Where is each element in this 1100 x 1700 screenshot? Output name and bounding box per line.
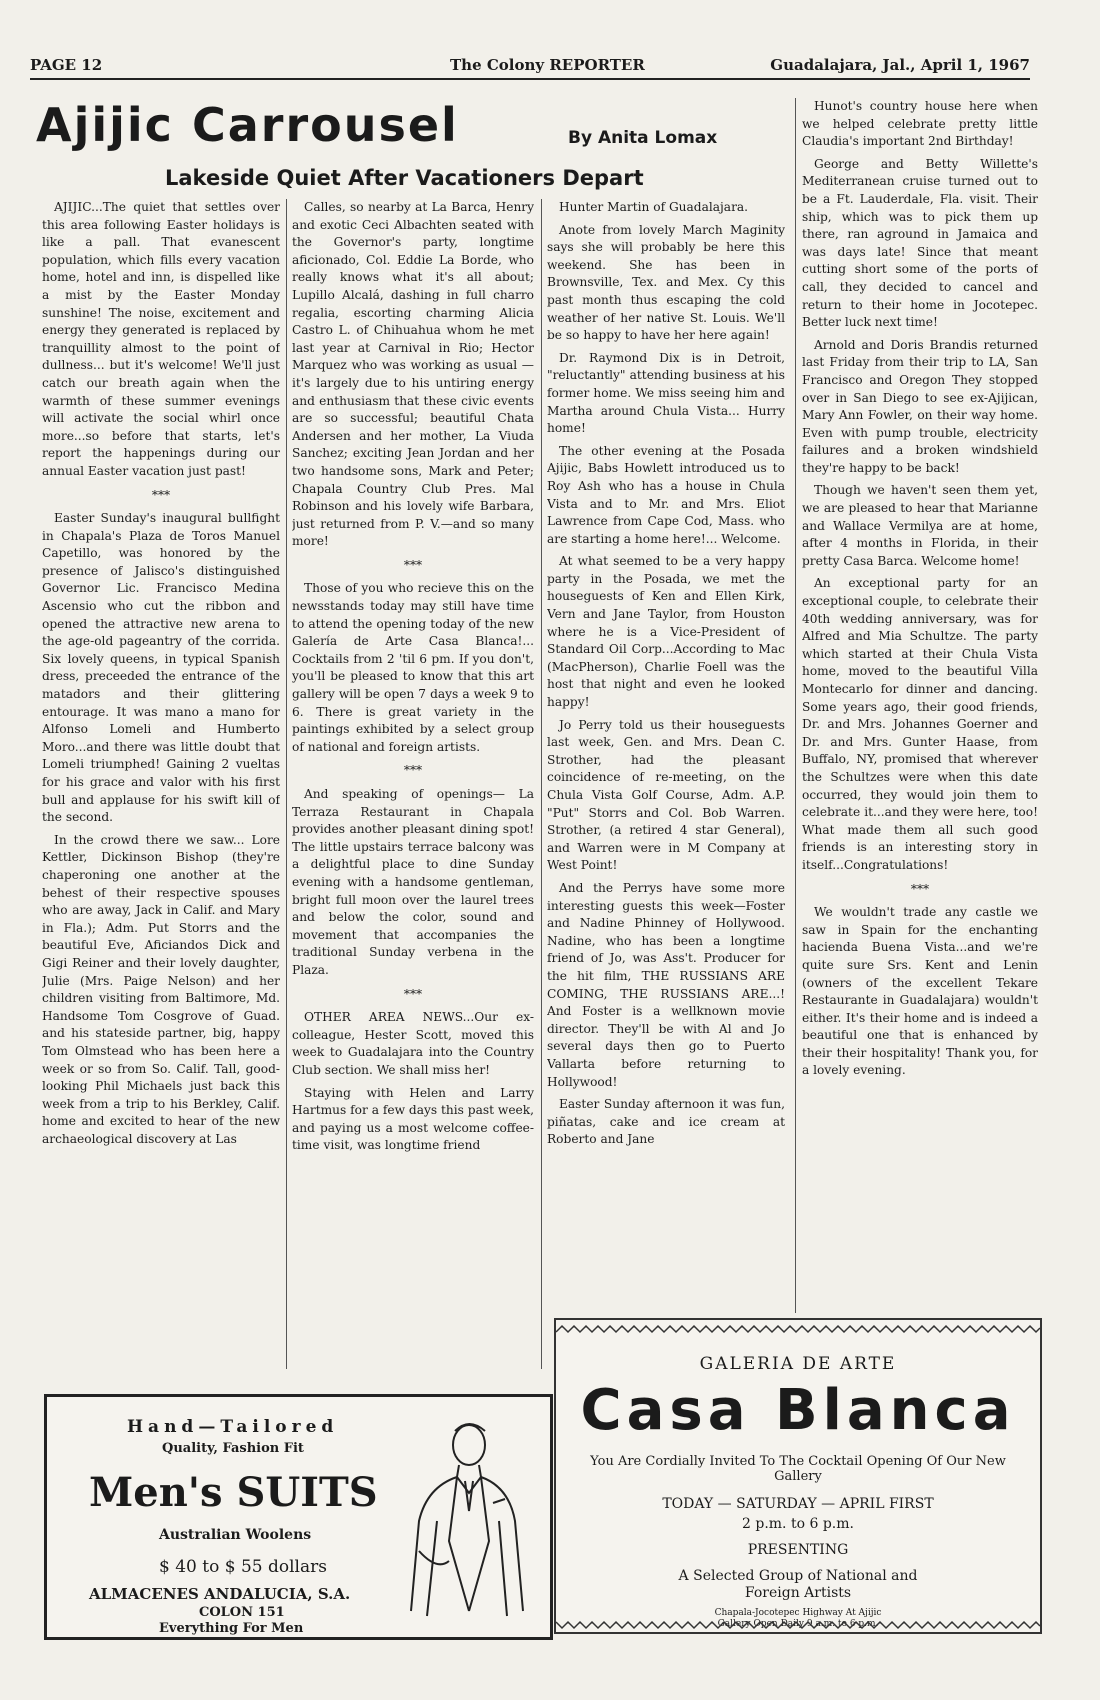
article-paragraph: AJIJIC...The quiet that settles over this area following Easter holidays is like a pall. That evanescent population, which fills every vacation home, hotel and inn, is dispelled like a mist by the Easter Monday sunshine! The noise, excitement and energy they generated is replaced by tranquillity almost to the point of dullness... but it's welcome! We'll just catch our breath again when the warmth of these summer evenings will activate the social whirl once more...so before that starts, let's report the happenings during our annual Easter vacation just past! bbox=[42, 200, 280, 478]
article-paragraph: At what seemed to be a very happy party in the Posada, we met the houseguests of Ken and Ellen Kirk, Vern and Jane Taylor, from Houston where he is a Vice-President of Standard Oil Corp...According to Mac (MacPherson), Charlie Foell was the host that night and even he looked happy! bbox=[547, 554, 785, 710]
ad-suits-store: ALMACENES ANDALUCIA, S.A. bbox=[89, 1585, 351, 1603]
ad-suits-tagline: Everything For Men bbox=[159, 1621, 304, 1636]
article-paragraph: An exceptional party for an exceptional couple, to celebrate their 40th wedding anniversary, was for Alfred and Mia Schultze. The party which started at their Chula Vista home, moved to the beautiful Villa Montecarlo for dinner and dancing. Some years ago, their good friends, Dr. and Mrs. Johannes Goerner and Dr. and Mrs. Gunter Haase, from Buffalo, NY, promised that wherever the Schultzes were when this date occurred, they would join them to celebrate it...and they were here, too! What made them all such good friends is an interesting story in itself...Congratulations! bbox=[802, 576, 1038, 872]
ad-galeria-presenting: PRESENTING bbox=[747, 1542, 849, 1558]
ad-suits-headline: Men's SUITS bbox=[89, 1469, 378, 1516]
article-paragraph: George and Betty Willette's Mediterranean cruise turned out to be a Ft. Lauderdale, Fla. visit. Their ship, which was to pick them up there, ran aground in Jamaica and was days late! Since that meant cutting short some of the ports of call, they decided to cancel and return to their home in Jocotepec. Better luck next time! bbox=[802, 156, 1038, 330]
article-paragraph: The other evening at the Posada Ajijic, Babs Howlett introduced us to Roy Ash who has a house in Chula Vista and to Mr. and Mrs. Eliot Lawrence from Cape Cod, Mass. who are starting a home here!... Welcome. bbox=[547, 443, 785, 546]
ad-suits-line1: Hand—Tailored bbox=[127, 1417, 339, 1437]
ad-suits-line2: Quality, Fashion Fit bbox=[162, 1441, 304, 1456]
article-paragraph: Jo Perry told us their houseguests last week, Gen. and Mrs. Dean C. Strother, had the pleasant coincidence of re-meeting, on the Chula Vista Golf Course, Adm. A.P. "Put" Storrs and Col. Bob Warren. Strother, (a retired 4 star General), and Warren were in M Company at West Point! bbox=[547, 717, 785, 873]
column-rule bbox=[286, 199, 287, 1369]
newspaper-name: The Colony REPORTER bbox=[450, 56, 645, 74]
article-paragraph: Dr. Raymond Dix is in Detroit, "reluctantly" attending business at his former home. We miss seeing him and Martha around Chula Vista... Hurry home! bbox=[547, 350, 785, 436]
ad-galeria-date: TODAY — SATURDAY — APRIL FIRST bbox=[662, 1496, 934, 1512]
mens-suits-ad bbox=[44, 1394, 553, 1640]
article-paragraph: OTHER AREA NEWS...Our ex-colleague, Hester Scott, moved this week to Guadalajara into the Country Club section. We shall miss her! bbox=[292, 1010, 534, 1077]
galeria-casa-blanca-ad bbox=[554, 1318, 1042, 1634]
article-paragraph: We wouldn't trade any castle we saw in Spain for the enchanting hacienda Buena Vista...and we're quite sure Srs. Kent and Lenin (owners of the excellent Tekare Restaurante in Guadalajara) wouldn't either. It's their home and is indeed a beautiful one that is enhanced by their their hospitality! Thank you, for a lovely evening. bbox=[802, 905, 1038, 1078]
ad-galeria-artists: A Selected Group of National and Foreign Artists bbox=[678, 1568, 918, 1601]
section-divider: *** bbox=[403, 763, 423, 778]
article-byline: By Anita Lomax bbox=[568, 128, 718, 148]
ad-galeria-location: Chapala-Jocotepec Highway At Ajijic bbox=[714, 1608, 882, 1618]
masthead bbox=[30, 48, 1030, 80]
ad-galeria-invite: You Are Cordially Invited To The Cocktail Opening Of Our New Gallery bbox=[590, 1454, 1006, 1484]
ad-suits-address: COLON 151 bbox=[199, 1605, 285, 1620]
section-divider: *** bbox=[403, 557, 423, 572]
article-paragraph: Arnold and Doris Brandis returned last Friday from their trip to LA, San Francisco and Oregon They stopped over in San Diego to see ex-Ajijican, Mary Ann Fowler, on their way home. Even with pump trouble, electricity failures and a broken windshield they're happy to be back! bbox=[802, 337, 1038, 475]
column-rule bbox=[795, 98, 796, 1313]
article-paragraph: In the crowd there we saw... Lore Kettler, Dickinson Bishop (they're chaperoning one another at the behest of their respective spouses who are away, Jack in Calif. and Mary in Fla.); Adm. Put Storrs and the beautiful Eve, Aficiandos Dick and Gigi Reiner and their lovely daughter, Julie (Mrs. Paige Nelson) and her children visiting from Baltimore, Md. Handsome Tom Cosgrove of Guad. and his stateside partner, big, happy Tom Olmstead who has been here a week or so from So. Calif. Tall, good-looking Phil Michaels just back this week from a trip to his Berkley, Calif. home and excited to hear of the new archaeological discovery at Las bbox=[42, 832, 280, 1146]
article-paragraph: Hunot's country house here when we helped celebrate pretty little Claudia's important 2nd Birthday! bbox=[802, 99, 1038, 149]
dateline: Guadalajara, Jal., April 1, 1967 bbox=[770, 56, 1030, 74]
article-paragraph: Calles, so nearby at La Barca, Henry and exotic Ceci Albachten seated with the Governor's party, longtime aficionado, Col. Eddie La Borde, who really knows what it's all about; Lupillo Alcalá, dashing in full charro regalia, escorting charming Alicia Castro L. of Chihuahua whom he met last year at Carnival in Rio; Hector Marquez who was working as usual —it's largely due to his untiring energy and enthusiasm that these civic events are so successful; beautiful Chata Andersen and her mother, La Viuda Sanchez; exciting Jean Jordan and her two handsome sons, Mark and Peter; Chapala Country Club Pres. Mal Robinson and his lovely wife Barbara, just returned from P. V.—and so many more! bbox=[292, 200, 534, 549]
article-column-4 bbox=[802, 98, 1038, 1320]
zigzag-border-icon bbox=[556, 1324, 1040, 1334]
article-paragraph: And the Perrys have some more interesting guests this week—Foster and Nadine Phinney of Hollywood. Nadine, who has been a longtime friend of Jo, was Ass't. Producer for the hit film, THE RUSSIANS ARE COMING, THE RUSSIANS ARE...! And Foster is a wellknown movie director. They'll be with Al and Jo several days then go to Puerto Vallarta before returning to Hollywood! bbox=[547, 880, 785, 1089]
ad-galeria-hours: Gallery Open Daily 9 a.m. to 6 p.m. bbox=[717, 1619, 879, 1629]
article-paragraph: Though we haven't seen them yet, we are pleased to hear that Marianne and Wallace Vermilya are at home, after 4 months in Florida, in their pretty Casa Barca. Welcome home! bbox=[802, 483, 1038, 568]
article-paragraph: Staying with Helen and Larry Hartmus for a few days this past week, and paying us a most welcome coffee-time visit, was longtime friend bbox=[292, 1085, 534, 1153]
article-paragraph: Those of you who recieve this on the newsstands today may still have time to attend the opening today of the new Galería de Arte Casa Blanca!... Cocktails from 2 'til 6 pm. If you don't, you'll be pleased to know that this art gallery will be open 7 days a week 9 to 6. There is great variety in the paintings exhibited by a select group of national and foreign artists. bbox=[292, 581, 534, 754]
zigzag-border-icon bbox=[556, 1620, 1040, 1630]
section-divider: *** bbox=[403, 986, 423, 1001]
suited-man-illustration-icon bbox=[397, 1411, 537, 1626]
ad-galeria-line1: GALERIA DE ARTE bbox=[699, 1354, 897, 1374]
page-number: PAGE 12 bbox=[30, 56, 103, 74]
article-paragraph: Anote from lovely March Maginity says she will probably be here this weekend. She has been in Brownsville, Tex. and Mex. Cy this past month thus escaping the cold weather of her native St. Louis. We'll be so happy to have her here again! bbox=[547, 222, 785, 343]
section-divider: *** bbox=[910, 881, 930, 896]
article-paragraph: And speaking of openings— La Terraza Restaurant in Chapala provides another pleasant dining spot! The little upstairs terrace balcony was a delightful place to dine Sunday evening with a handsome gentleman, bright full moon over the laurel trees and below the color, sound and movement that accompanies the traditional Sunday verbena in the Plaza. bbox=[292, 787, 534, 977]
ad-suits-line3: Australian Woolens bbox=[159, 1527, 312, 1543]
ad-galeria-headline: Casa Blanca bbox=[580, 1378, 1016, 1443]
article-column-2 bbox=[292, 199, 534, 1374]
article-paragraph: Hunter Martin of Guadalajara. bbox=[559, 200, 749, 214]
article-column-3 bbox=[547, 199, 785, 1319]
article-paragraph: Easter Sunday afternoon it was fun, piñatas, cake and ice cream at Roberto and Jane bbox=[547, 1097, 785, 1147]
section-divider: *** bbox=[151, 487, 171, 502]
ad-suits-price: $ 40 to $ 55 dollars bbox=[159, 1557, 327, 1577]
article-title: Ajijic Carrousel bbox=[36, 98, 459, 152]
article-paragraph: Easter Sunday's inaugural bullfight in Chapala's Plaza de Toros Manuel Capetillo, was honored by the presence of Jalisco's distinguished Governor Lic. Francisco Medina Ascensio who cut the ribbon and opened the attractive new arena to the age-old pageantry of the corrida. Six lovely queens, in typical Spanish dress, preceeded the entrance of the matadors and their glittering entourage. It was mano a mano for Alfonso Lomeli and Humberto Moro...and there was little doubt that Lomeli triumphed! Gaining 2 vueltas for his grace and valor with his first bull and applause for his swift kill of the second. bbox=[42, 511, 280, 825]
column-rule bbox=[541, 199, 542, 1369]
article-column-1 bbox=[42, 199, 280, 1374]
article-subtitle: Lakeside Quiet After Vacationers Depart bbox=[165, 166, 644, 190]
ad-galeria-time: 2 p.m. to 6 p.m. bbox=[742, 1516, 854, 1532]
